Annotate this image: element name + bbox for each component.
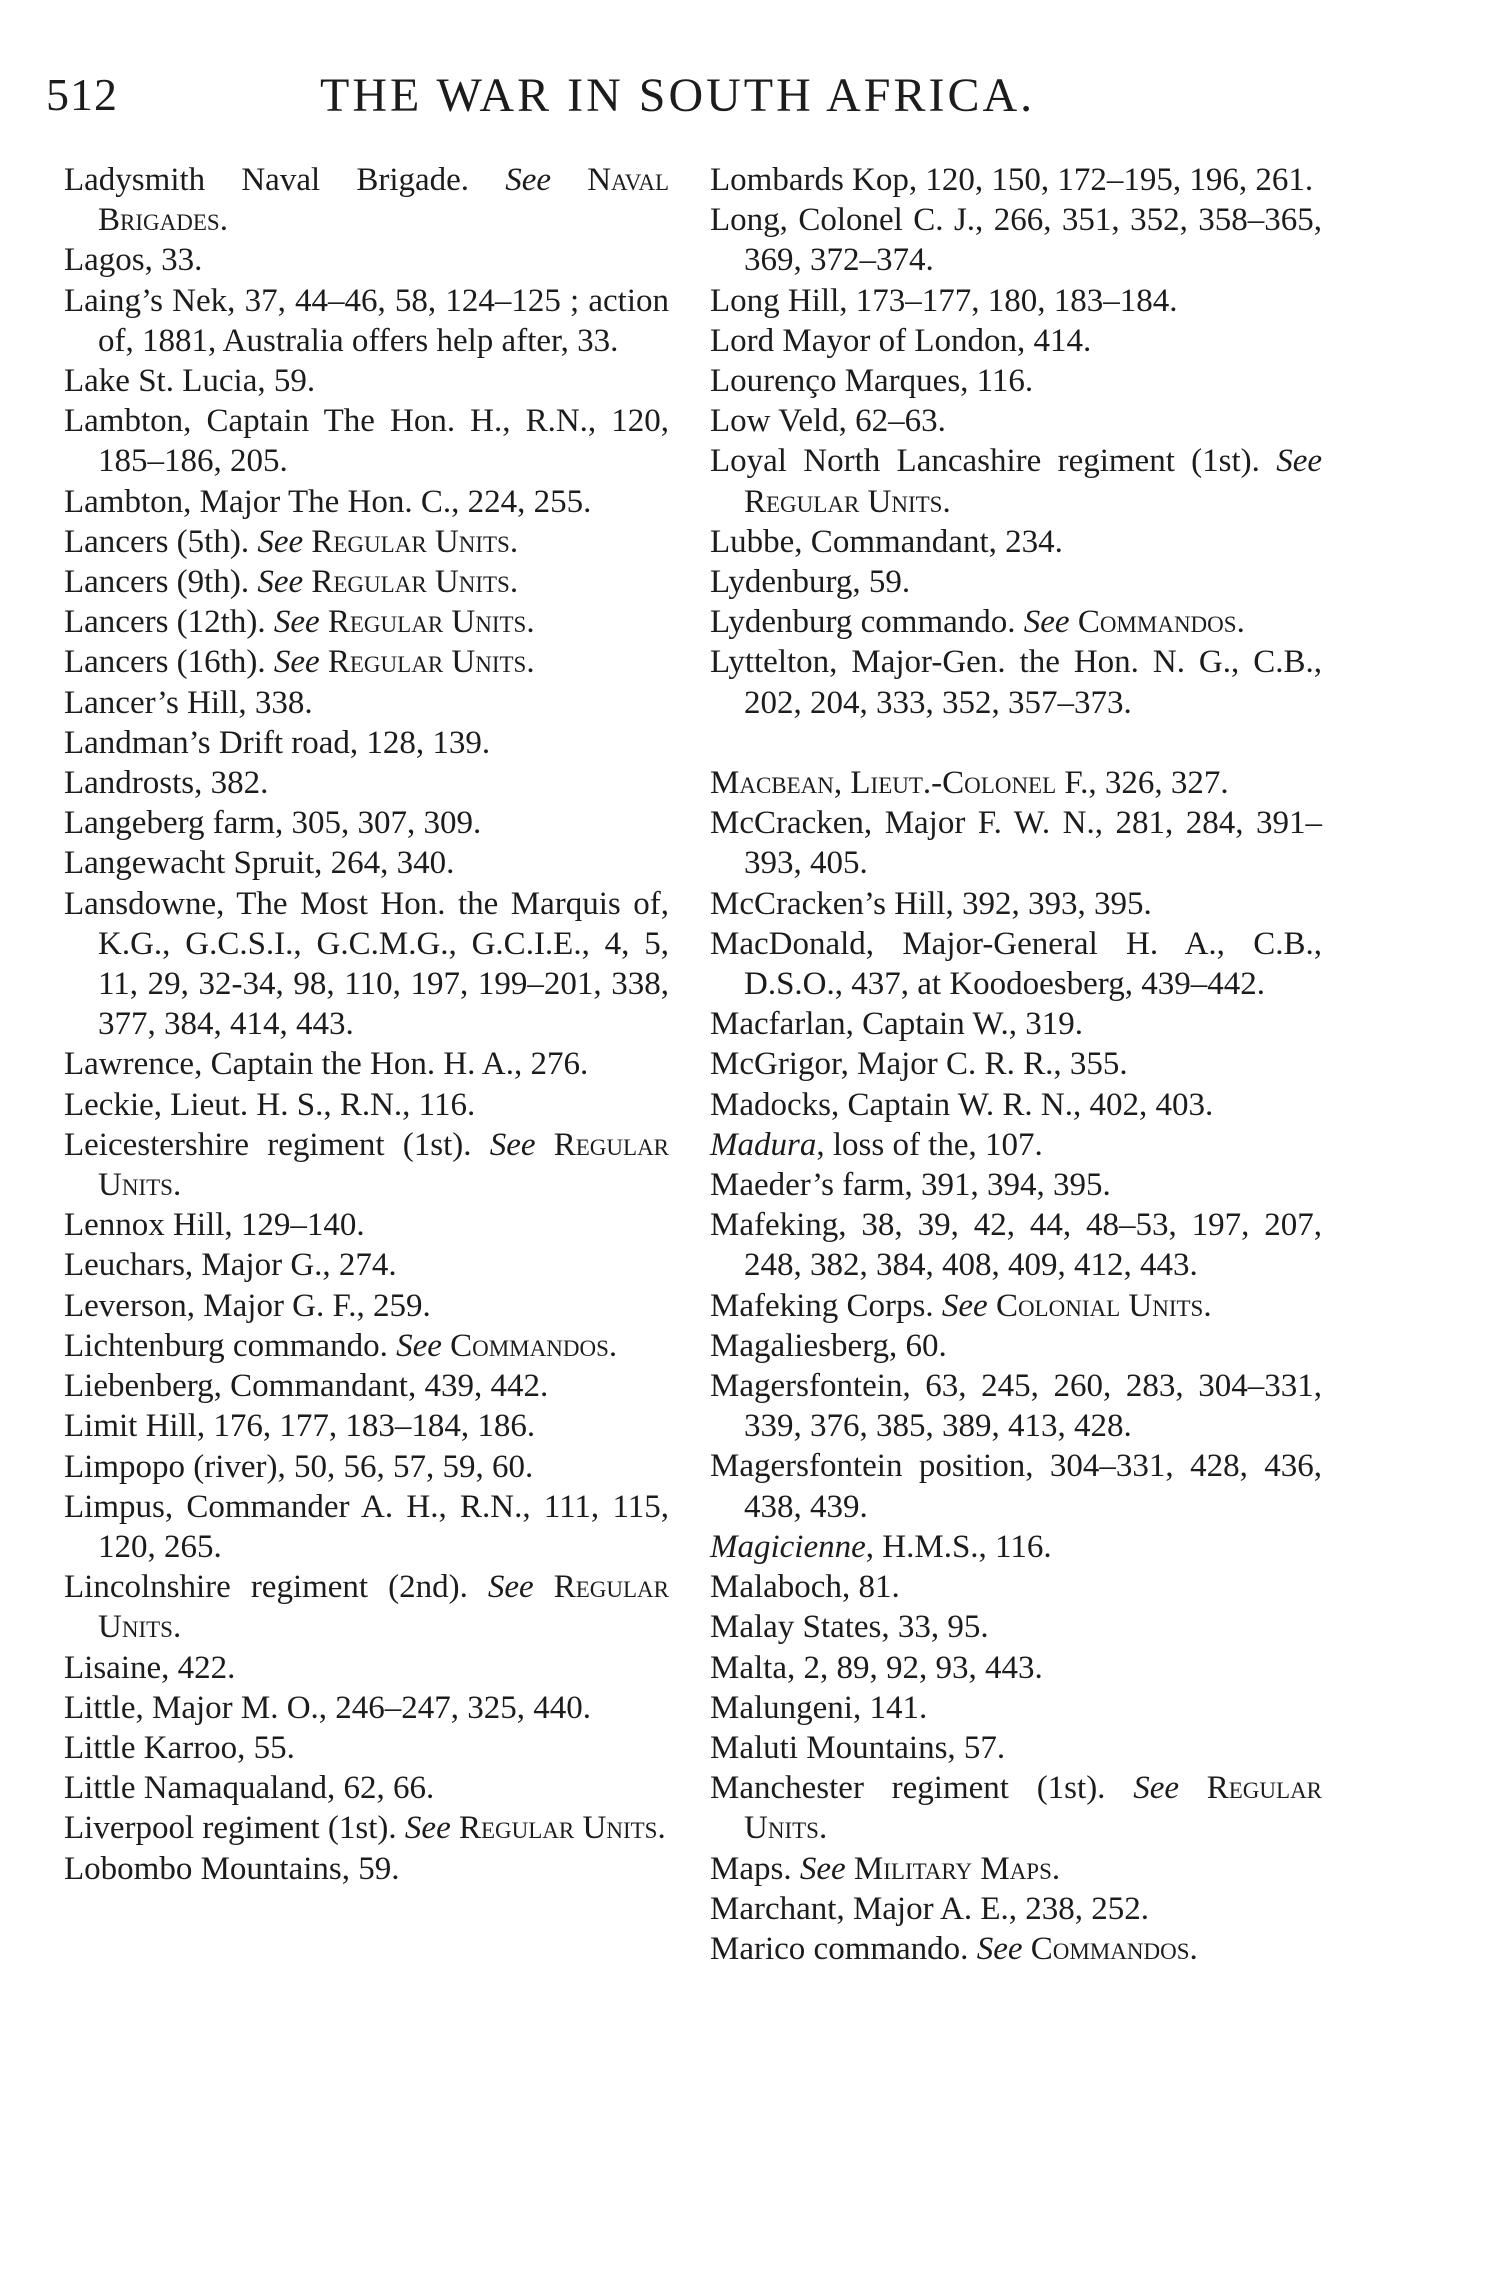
index-column-right xyxy=(710,160,1322,1969)
index-entry: Long, Colonel C. J., 266, 351, 352, 358–365, 369, 372–374. xyxy=(710,202,1322,279)
index-entry: Lancers (12th). See Regular Units. xyxy=(64,604,535,641)
index-entry: Lambton, Captain The Hon. H., R.N., 120, 185–186, 205. xyxy=(64,403,669,480)
index-entry: McGrigor, Major C. R. R., 355. xyxy=(710,1046,1128,1083)
index-entry: Lourenço Marques, 116. xyxy=(710,363,1034,400)
index-entry: Madocks, Captain W. R. N., 402, 403. xyxy=(710,1086,1214,1123)
index-entry: Langeberg farm, 305, 307, 309. xyxy=(64,805,482,842)
index-entry: Little Karroo, 55. xyxy=(64,1729,295,1766)
index-entry: Leverson, Major G. F., 259. xyxy=(64,1287,431,1324)
index-entry: Manchester regiment (1st). See Regular Units. xyxy=(710,1770,1323,1847)
index-entry: Magicienne, H.M.S., 116. xyxy=(710,1528,1052,1565)
index-entry: Leuchars, Major G., 274. xyxy=(64,1247,397,1284)
index-entry: Loyal North Lancashire regiment (1st). See Regular Units. xyxy=(710,443,1322,520)
index-entry: Laing’s Nek, 37, 44–46, 58, 124–125 ; action of, 1881, Australia offers help after, 33. xyxy=(64,282,669,359)
index-entry: Lake St. Lucia, 59. xyxy=(64,363,316,400)
index-entry: Macbean, Lieut.-Colonel F., 326, 327. xyxy=(710,765,1229,802)
index-entry: McCracken’s Hill, 392, 393, 395. xyxy=(710,885,1152,922)
index-entry: Low Veld, 62–63. xyxy=(710,403,946,440)
index-entry: Madura, loss of the, 107. xyxy=(710,1126,1043,1163)
index-entry: Lancers (16th). See Regular Units. xyxy=(64,644,535,681)
index-entry: Lambton, Major The Hon. C., 224, 255. xyxy=(64,483,592,520)
index-entry: Macfarlan, Captain W., 319. xyxy=(710,1006,1083,1043)
index-entry: Long Hill, 173–177, 180, 183–184. xyxy=(710,282,1178,319)
page-number: 512 xyxy=(46,69,118,120)
index-entry: Lancer’s Hill, 338. xyxy=(64,684,313,721)
index-entry: Magersfontein position, 304–331, 428, 436, 438, 439. xyxy=(710,1448,1322,1525)
index-entry: Limpus, Commander A. H., R.N., 111, 115, 120, 265. xyxy=(64,1488,669,1565)
running-title: THE WAR IN SOUTH AFRICA. xyxy=(320,69,1036,122)
index-entry: Marchant, Major A. E., 238, 252. xyxy=(710,1890,1150,1927)
index-entry: Little, Major M. O., 246–247, 325, 440. xyxy=(64,1689,592,1726)
index-entry: Lennox Hill, 129–140. xyxy=(64,1207,365,1244)
index-entry: Lancers (5th). See Regular Units. xyxy=(64,523,519,560)
index-entry: Magaliesberg, 60. xyxy=(710,1327,947,1364)
index-entry: Malaboch, 81. xyxy=(710,1569,900,1606)
index-entry: Liebenberg, Commandant, 439, 442. xyxy=(64,1368,549,1405)
index-column-left xyxy=(64,160,669,1889)
index-entry: Mafeking, 38, 39, 42, 44, 48–53, 197, 207, 248, 382, 384, 408, 409, 412, 443. xyxy=(710,1207,1322,1284)
index-entry: Lombards Kop, 120, 150, 172–195, 196, 261. xyxy=(710,162,1314,198)
index-entry: Liverpool regiment (1st). See Regular Units. xyxy=(64,1810,666,1847)
index-entry: Leckie, Lieut. H. S., R.N., 116. xyxy=(64,1086,476,1123)
index-entry: Landman’s Drift road, 128, 139. xyxy=(64,724,491,761)
index-entry: Little Namaqualand, 62, 66. xyxy=(64,1770,435,1807)
index-entry: Langewacht Spruit, 264, 340. xyxy=(64,845,455,882)
index-entry: Lisaine, 422. xyxy=(64,1649,236,1686)
index-entry: Magersfontein, 63, 245, 260, 283, 304–331, 339, 376, 385, 389, 413, 428. xyxy=(710,1368,1322,1445)
index-entry: Limit Hill, 176, 177, 183–184, 186. xyxy=(64,1408,536,1445)
index-entry: Lichtenburg commando. See Commandos. xyxy=(64,1327,618,1364)
index-entry: Lagos, 33. xyxy=(64,242,203,279)
index-entry: Lobombo Mountains, 59. xyxy=(64,1850,400,1887)
index-entry: Lancers (9th). See Regular Units. xyxy=(64,564,519,601)
index-entry: Maeder’s farm, 391, 394, 395. xyxy=(710,1167,1111,1204)
index-entry: Lydenburg commando. See Commandos. xyxy=(710,604,1245,641)
index-entry: Maps. See Military Maps. xyxy=(710,1850,1061,1887)
index-entry: Malta, 2, 89, 92, 93, 443. xyxy=(710,1649,1043,1686)
index-entry: Lincolnshire regiment (2nd). See Regular Units. xyxy=(64,1569,669,1646)
index-entry: Limpopo (river), 50, 56, 57, 59, 60. xyxy=(64,1448,534,1485)
index-entry: McCracken, Major F. W. N., 281, 284, 391–393, 405. xyxy=(710,805,1322,882)
index-entry: Lord Mayor of London, 414. xyxy=(710,322,1092,359)
index-entry: Lyttelton, Major-Gen. the Hon. N. G., C.B., 202, 204, 333, 352, 357–373. xyxy=(710,644,1322,721)
index-entry: Lawrence, Captain the Hon. H. A., 276. xyxy=(64,1046,589,1083)
index-entry: Malay States, 33, 95. xyxy=(710,1609,989,1646)
index-entry: Mafeking Corps. See Colonial Units. xyxy=(710,1287,1212,1324)
index-entry: Landrosts, 382. xyxy=(64,765,269,802)
index-entry: Lydenburg, 59. xyxy=(710,564,911,601)
index-entry: Lubbe, Commandant, 234. xyxy=(710,523,1063,560)
index-entry: MacDonald, Major-General H. A., C.B., D.S.O., 437, at Koodoesberg, 439–442. xyxy=(710,925,1322,1003)
index-entry: Malungeni, 141. xyxy=(710,1689,928,1726)
index-entry: Leicestershire regiment (1st). See Regular Units. xyxy=(64,1126,670,1204)
index-entry: Marico commando. See Commandos. xyxy=(710,1930,1198,1967)
index-entry: Maluti Mountains, 57. xyxy=(710,1729,1006,1766)
index-entry: Ladysmith Naval Brigade. See Naval Brigades. xyxy=(64,162,669,239)
index-entry: Lansdowne, The Most Hon. the Marquis of, K.G., G.C.S.I., G.C.M.G., G.C.I.E., 4, 5, 11, 29, 32-34, 98, 110, 197, 199–201, 338, 377, 384, 414, 443. xyxy=(64,885,669,1043)
page-header xyxy=(0,58,1512,138)
